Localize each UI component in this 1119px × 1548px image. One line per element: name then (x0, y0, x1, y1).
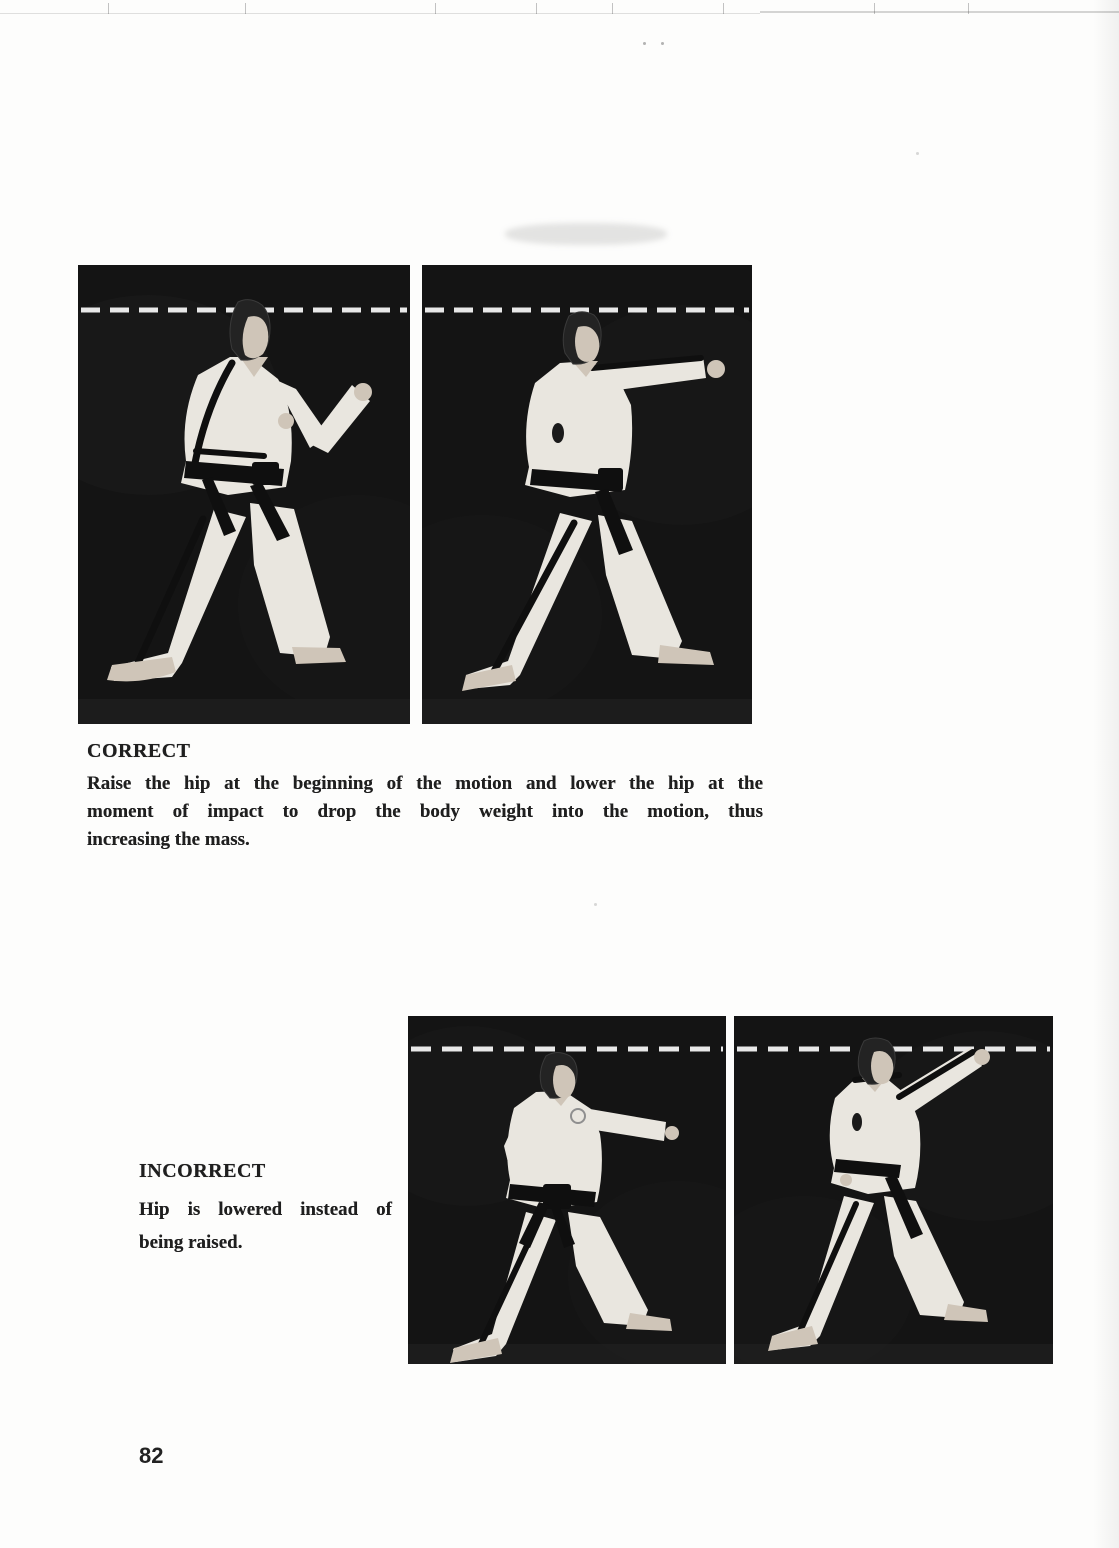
scan-tick (723, 3, 724, 14)
page-number: 82 (139, 1443, 164, 1468)
correct-text-line: Raise the hip at the beginning of the motion and lower the hip at the (87, 773, 763, 794)
scan-speck (594, 903, 597, 906)
scan-edge-shadow (1093, 0, 1119, 1548)
scan-speck (916, 152, 919, 155)
incorrect-section (139, 1160, 392, 1259)
scan-hairline-dark (760, 11, 1119, 13)
correct-heading: CORRECT (87, 740, 191, 762)
scan-tick (536, 3, 537, 14)
scan-tick (245, 3, 246, 14)
photo-correct-impact-svg (422, 265, 752, 724)
incorrect-text-line: being raised. (139, 1232, 243, 1253)
scan-tick (435, 3, 436, 14)
scan-tick (612, 3, 613, 14)
correct-text-line: moment of impact to drop the body weight into the motion, thus (87, 801, 763, 822)
photo-incorrect-impact-svg (734, 1016, 1053, 1364)
incorrect-text-line: Hip is lowered instead of (139, 1199, 392, 1220)
photo-correct-start (78, 265, 410, 724)
scan-tick (874, 3, 875, 14)
photo-incorrect-impact (734, 1016, 1053, 1364)
scan-tick (968, 3, 969, 14)
correct-text-line: increasing the mass. (87, 829, 250, 850)
correct-section (87, 740, 763, 854)
photo-correct-start-svg (78, 265, 410, 724)
scan-tick (108, 3, 109, 14)
scan-speck (643, 42, 646, 45)
scan-hairline (0, 13, 760, 14)
scan-speck (661, 42, 664, 45)
photo-incorrect-start (408, 1016, 726, 1364)
incorrect-heading: INCORRECT (139, 1160, 266, 1182)
photo-incorrect-start-svg (408, 1016, 726, 1364)
photo-correct-impact (422, 265, 752, 724)
scan-smudge (505, 223, 667, 245)
